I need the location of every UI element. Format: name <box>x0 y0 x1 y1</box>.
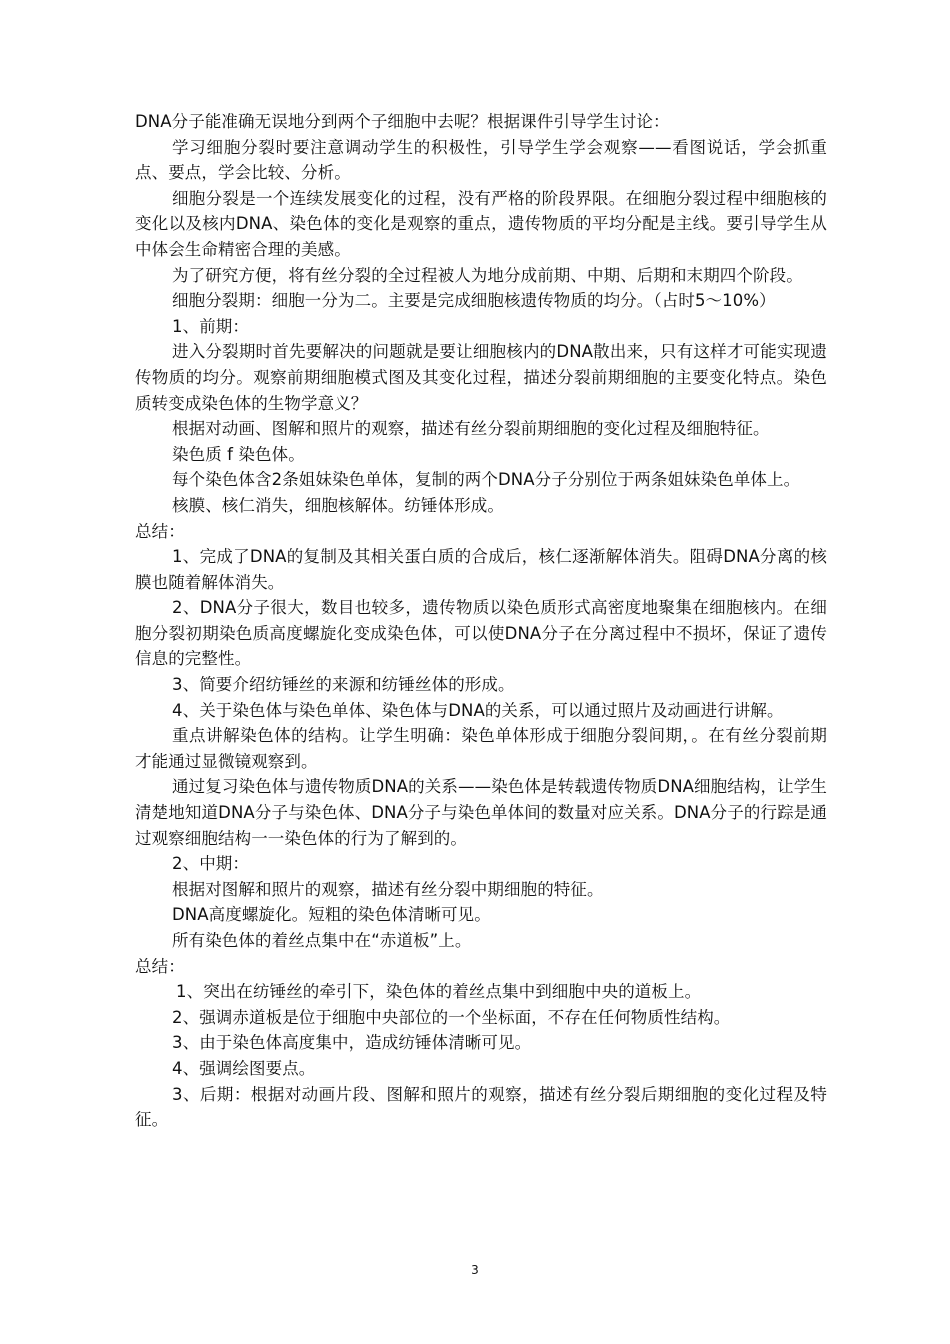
paragraph: 2、DNA分子很大，数目也较多，遗传物质以染色质形式高密度地聚集在细胞核内。在细胞分裂初期染色质高度螺旋化变成染色体，可以使DNA分子在分离过程中不损坏，保证了遗传信息的完整性。 <box>135 598 827 669</box>
paragraph: 4、关于染色体与染色单体、染色体与DNA的关系，可以通过照片及动画进行讲解。 <box>172 700 784 720</box>
paragraph: 核膜、核仁消失，细胞核解体。纺锤体形成。 <box>172 495 504 515</box>
paragraph: 染色质 f 染色体。 <box>172 444 305 464</box>
paragraph: 细胞分裂是一个连续发展变化的过程，没有严格的阶段界限。在细胞分裂过程中细胞核的变化以及核内DNA、染色体的变化是观察的重点，遗传物质的平均分配是主线。要引导学生从中体会生命精密合理的美感。 <box>135 188 827 259</box>
paragraph: 通过复习染色体与遗传物质DNA的关系——染色体是转载遗传物质DNA细胞结构，让学生清楚地知道DNA分子与染色体、DNA分子与染色单体间的数量对应关系。DNA分子的行踪是通过观察细胞结构一一染色体的行为了解到的。 <box>135 777 827 848</box>
paragraph: 1、完成了DNA的复制及其相关蛋白质的合成后，核仁逐渐解体消失。阻碍DNA分离的核膜也随着解体消失。 <box>135 547 827 592</box>
paragraph: 进入分裂期时首先要解决的问题就是要让细胞核内的DNA散出来，只有这样才可能实现遗传物质的均分。观察前期细胞模式图及其变化过程，描述分裂前期细胞的主要变化特点。染色质转变成染色体的生物学意义？ <box>135 342 827 413</box>
document-body <box>135 109 827 1133</box>
paragraph: 为了研究方便，将有丝分裂的全过程被人为地分成前期、中期、后期和末期四个阶段。 <box>172 265 803 285</box>
paragraph: 2、强调赤道板是位于细胞中央部位的一个坐标面，不存在任何物质性结构。 <box>172 1007 731 1027</box>
paragraph: 1、突出在纺锤丝的牵引下，染色体的着丝点集中到细胞中央的道板上。 <box>176 982 702 1002</box>
paragraph: 所有染色体的着丝点集中在“赤道板”上。 <box>172 931 472 950</box>
paragraph: 重点讲解染色体的结构。让学生明确：染色单体形成于细胞分裂间期，。在有丝分裂前期才能通过显微镜观察到。 <box>135 726 827 771</box>
paragraph: 4、强调绘图要点。 <box>172 1058 316 1078</box>
paragraph: 3、由于染色体高度集中，造成纺锤体清晰可见。 <box>172 1033 532 1053</box>
paragraph: 3、简要介绍纺锤丝的来源和纺锤丝体的形成。 <box>172 675 515 695</box>
paragraph: 细胞分裂期：细胞一分为二。主要是完成细胞核遗传物质的均分。（占时5～10%） <box>172 291 776 311</box>
paragraph: 每个染色体含2条姐妹染色单体，复制的两个DNA分子分别位于两条姐妹染色单体上。 <box>172 470 801 490</box>
paragraph: 学习细胞分裂时要注意调动学生的积极性，引导学生学会观察——看图说话，学会抓重点、要点，学会比较、分析。 <box>135 137 827 183</box>
paragraph: 根据对图解和照片的观察，描述有丝分裂中期细胞的特征。 <box>172 879 604 899</box>
paragraph: 总结： <box>135 521 185 541</box>
page-number: 3 <box>471 1263 479 1277</box>
paragraph: 总结： <box>135 956 185 976</box>
paragraph: 3、后期：根据对动画片段、图解和照片的观察，描述有丝分裂后期细胞的变化过程及特征。 <box>135 1084 827 1130</box>
paragraph: DNA高度螺旋化。短粗的染色体清晰可见。 <box>172 905 491 925</box>
paragraph: 根据对动画、图解和照片的观察，描述有丝分裂前期细胞的变化过程及细胞特征。 <box>172 419 770 439</box>
paragraph: 2、中期： <box>172 854 249 874</box>
paragraph: DNA分子能准确无误地分到两个子细胞中去呢？根据课件引导学生讨论： <box>135 112 670 131</box>
paragraph: 1、前期： <box>172 316 249 336</box>
